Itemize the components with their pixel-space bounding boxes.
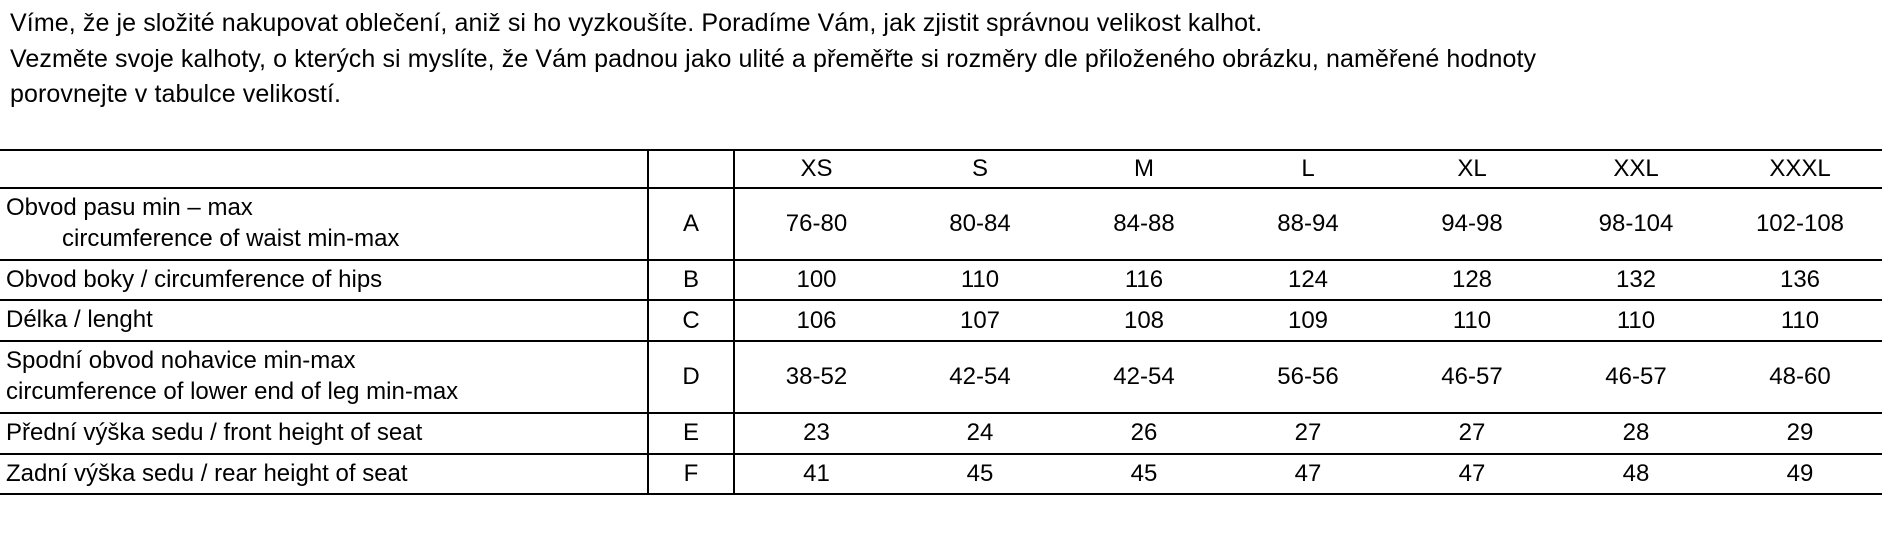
cell-leg-opening-xxl: 46-57 — [1554, 341, 1718, 413]
intro-line-3: porovnejte v tabulce velikostí. — [10, 80, 342, 108]
cell-rear-seat-xxxl: 49 — [1718, 454, 1882, 495]
row-label-rear-seat-height: Zadní výška sedu / rear height of seat — [0, 454, 648, 495]
intro-line-1: Víme, že je složité nakupovat oblečení, aniž si ho vyzkoušíte. Poradíme Vám, jak zjistit správnou velikost kalhot. — [10, 9, 1263, 37]
header-size-xs: XS — [734, 150, 898, 188]
cell-hips-xl: 128 — [1390, 260, 1554, 301]
cell-rear-seat-l: 47 — [1226, 454, 1390, 495]
cell-length-xl: 110 — [1390, 300, 1554, 341]
cell-length-l: 109 — [1226, 300, 1390, 341]
header-size-m: M — [1062, 150, 1226, 188]
size-table-body — [0, 188, 1882, 495]
cell-hips-m: 116 — [1062, 260, 1226, 301]
cell-leg-opening-l: 56-56 — [1226, 341, 1390, 413]
row-label-leg-opening — [0, 341, 648, 413]
table-row — [0, 454, 1882, 495]
table-row — [0, 188, 1882, 260]
row-label-waist — [0, 188, 648, 260]
header-size-xxxl: XXXL — [1718, 150, 1882, 188]
cell-length-xs: 106 — [734, 300, 898, 341]
cell-leg-opening-xs: 38-52 — [734, 341, 898, 413]
cell-hips-xs: 100 — [734, 260, 898, 301]
table-header-row — [0, 150, 1882, 188]
cell-waist-s: 80-84 — [898, 188, 1062, 260]
cell-front-seat-xl: 27 — [1390, 413, 1554, 454]
table-row — [0, 341, 1882, 413]
cell-front-seat-l: 27 — [1226, 413, 1390, 454]
table-row — [0, 413, 1882, 454]
cell-waist-m: 84-88 — [1062, 188, 1226, 260]
cell-waist-xxxl: 102-108 — [1718, 188, 1882, 260]
header-measurement-blank — [0, 150, 648, 188]
cell-front-seat-xxl: 28 — [1554, 413, 1718, 454]
row-label-hips: Obvod boky / circumference of hips — [0, 260, 648, 301]
size-table — [0, 149, 1882, 496]
cell-hips-xxxl: 136 — [1718, 260, 1882, 301]
cell-rear-seat-m: 45 — [1062, 454, 1226, 495]
cell-front-seat-s: 24 — [898, 413, 1062, 454]
row-letter-d: D — [648, 341, 734, 413]
row-letter-c: C — [648, 300, 734, 341]
cell-leg-opening-xl: 46-57 — [1390, 341, 1554, 413]
header-size-l: L — [1226, 150, 1390, 188]
row-label-length: Délka / lenght — [0, 300, 648, 341]
cell-hips-xxl: 132 — [1554, 260, 1718, 301]
intro-text — [0, 0, 1894, 113]
cell-length-xxl: 110 — [1554, 300, 1718, 341]
cell-leg-opening-m: 42-54 — [1062, 341, 1226, 413]
cell-waist-l: 88-94 — [1226, 188, 1390, 260]
cell-leg-opening-s: 42-54 — [898, 341, 1062, 413]
row-letter-e: E — [648, 413, 734, 454]
row-label-leg-opening-cz: Spodní obvod nohavice min-max — [6, 347, 356, 375]
row-label-front-seat-height: Přední výška sedu / front height of seat — [0, 413, 648, 454]
row-label-waist-cz: Obvod pasu min – max — [6, 193, 253, 221]
row-letter-b: B — [648, 260, 734, 301]
cell-front-seat-xxxl: 29 — [1718, 413, 1882, 454]
cell-rear-seat-xl: 47 — [1390, 454, 1554, 495]
size-table-head — [0, 150, 1882, 188]
intro-line-2: Vezměte svoje kalhoty, o kterých si myslíte, že Vám padnou jako ulité a přeměřte si rozměry dle přiloženého obrázku, naměřené hodnoty — [10, 44, 1537, 73]
row-letter-a: A — [648, 188, 734, 260]
cell-waist-xl: 94-98 — [1390, 188, 1554, 260]
row-letter-f: F — [648, 454, 734, 495]
header-letter-blank — [648, 150, 734, 188]
size-table-wrapper — [0, 149, 1894, 496]
cell-front-seat-m: 26 — [1062, 413, 1226, 454]
cell-waist-xxl: 98-104 — [1554, 188, 1718, 260]
cell-hips-l: 124 — [1226, 260, 1390, 301]
cell-length-s: 107 — [898, 300, 1062, 341]
row-label-waist-en: circumference of waist min-max — [62, 224, 400, 252]
cell-rear-seat-xs: 41 — [734, 454, 898, 495]
row-label-leg-opening-en: circumference of lower end of leg min-max — [6, 377, 459, 405]
header-size-s: S — [898, 150, 1062, 188]
header-size-xl: XL — [1390, 150, 1554, 188]
cell-rear-seat-s: 45 — [898, 454, 1062, 495]
cell-waist-xs: 76-80 — [734, 188, 898, 260]
table-row — [0, 300, 1882, 341]
cell-front-seat-xs: 23 — [734, 413, 898, 454]
cell-length-xxxl: 110 — [1718, 300, 1882, 341]
cell-hips-s: 110 — [898, 260, 1062, 301]
cell-leg-opening-xxxl: 48-60 — [1718, 341, 1882, 413]
cell-length-m: 108 — [1062, 300, 1226, 341]
table-row — [0, 260, 1882, 301]
cell-rear-seat-xxl: 48 — [1554, 454, 1718, 495]
header-size-xxl: XXL — [1554, 150, 1718, 188]
